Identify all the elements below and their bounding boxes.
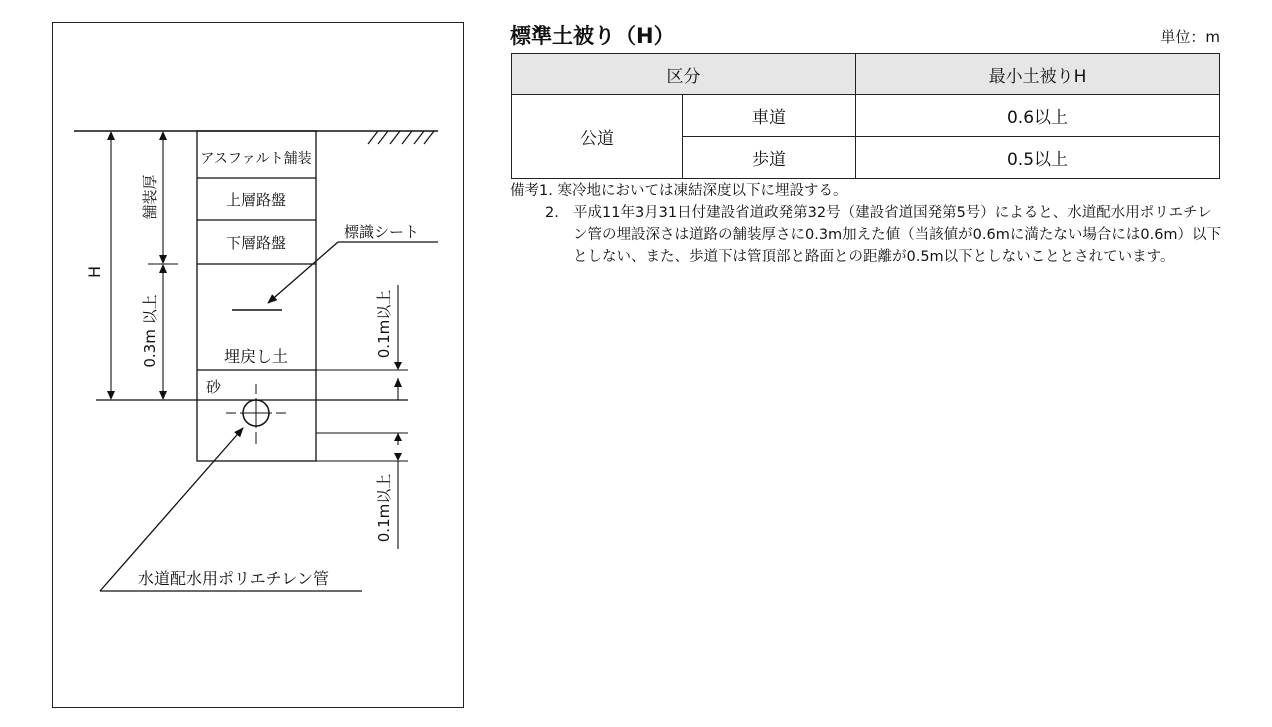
dim-03-label: 0.3m 以上 [141, 294, 159, 368]
table-header-row [512, 54, 1220, 95]
sand-label: 砂 [206, 378, 222, 396]
pipe-centerlines [226, 384, 286, 444]
dim-01-lower-label: 0.1m以上 [375, 473, 393, 543]
dim-pavement-label: 舗装厚 [141, 174, 159, 220]
note-1: 備考1. 寒冷地においては凍結深度以下に埋設する。 [510, 183, 848, 199]
pipe-label: 水道配水用ポリエチレン管 [138, 569, 329, 588]
header-min-cover: 最小土被りH [856, 54, 1220, 95]
unit-label: 単位：m [1160, 28, 1220, 46]
notes [510, 180, 1225, 268]
note-2-number: 2. [545, 205, 559, 221]
layer-upper-base: 上層路盤 [225, 191, 287, 209]
row-type: 歩道 [683, 137, 856, 179]
ground-hatch [368, 131, 434, 144]
header-category: 区分 [512, 54, 856, 95]
backfill-label: 埋戻し土 [223, 347, 289, 366]
dim-01-upper-label: 0.1m以上 [375, 289, 393, 359]
marker-sheet-label: 標識シート [344, 223, 420, 241]
group-public-road: 公道 [512, 95, 683, 179]
row-value: 0.5以上 [856, 137, 1220, 179]
row-type: 車道 [683, 95, 856, 137]
cross-section-diagram [0, 0, 470, 727]
dim-h-label: H [85, 265, 104, 279]
note-2-text: 平成11年3月31日付建設省道政発第32号（建設省道国発第5号）によると、水道配水用ポリエチレン管の埋設深さは道路の舗装厚さに0.3m加えた値（当該値が0.6mに満たない場合には0.6m）以下としない、また、歩道下は管頂部と路面との距離が0.5m以下としないこととされています。 [573, 205, 1222, 265]
row-value: 0.6以上 [856, 95, 1220, 137]
table-row [512, 95, 1220, 137]
table-title: 標準土被り（H） [510, 24, 675, 48]
layer-lower-base: 下層路盤 [225, 234, 287, 252]
layer-asphalt: アスファルト舗装 [200, 151, 312, 167]
note-2 [545, 202, 1225, 268]
cover-depth-table [511, 53, 1220, 179]
